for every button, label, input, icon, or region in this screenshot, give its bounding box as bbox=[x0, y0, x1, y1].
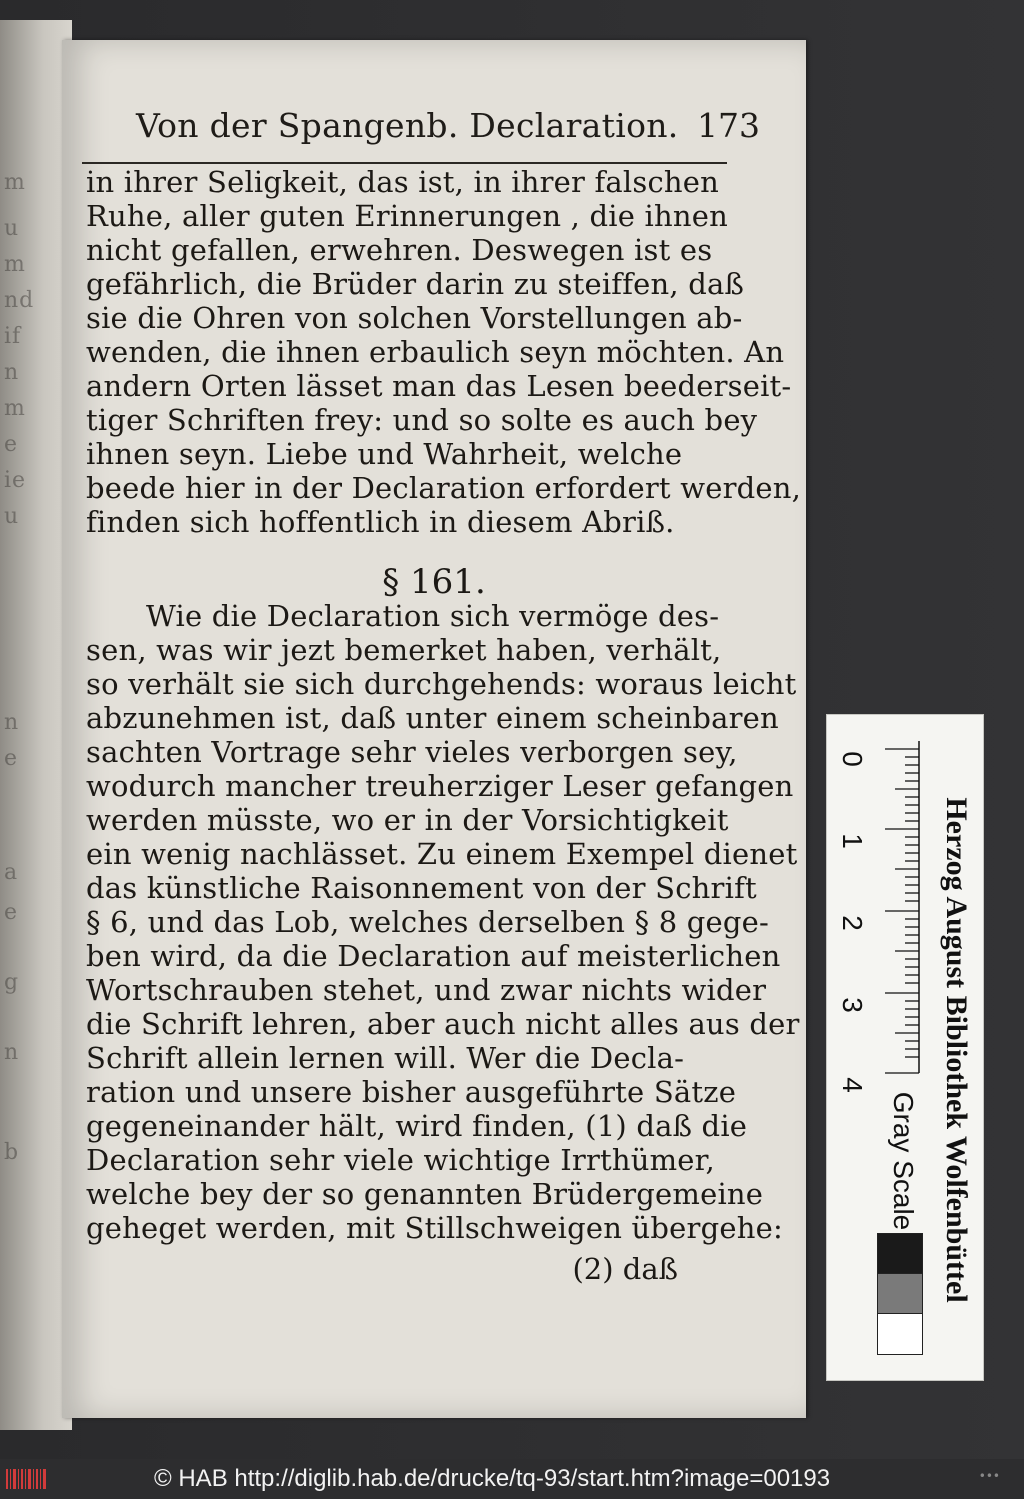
text-line: so verhält sie sich durchgehends: woraus leicht bbox=[86, 667, 797, 701]
ruler bbox=[833, 733, 923, 1093]
text-line: ration und unsere bisher ausgeführte Sätze bbox=[86, 1075, 737, 1109]
ruler-number: 2 bbox=[837, 915, 868, 931]
text-line: wodurch mancher treuherziger Leser gefangen bbox=[86, 769, 794, 803]
text-line: ein wenig nachlässet. Zu einem Exempel dienet bbox=[86, 837, 798, 871]
book-page bbox=[62, 40, 806, 1418]
copyright-link[interactable]: © HAB http://diglib.hab.de/drucke/tq-93/start.htm?image=00193 bbox=[154, 1465, 831, 1492]
ruler-ticks bbox=[881, 733, 921, 1089]
text-line: gegeneinander hält, wird finden, (1) daß die bbox=[86, 1109, 748, 1143]
text-line: Declaration sehr viele wichtige Irrthümer, bbox=[86, 1143, 715, 1177]
page-header bbox=[120, 98, 760, 148]
text-line: wenden, die ihnen erbaulich seyn möchten. An bbox=[86, 335, 785, 369]
text-line: werden müsste, wo er in der Vorsichtigkeit bbox=[86, 803, 729, 837]
swatch-white bbox=[877, 1313, 923, 1355]
text-line: Schrift allein lernen will. Wer die Decla- bbox=[86, 1041, 685, 1075]
gray-scale-label: Gray Scale bbox=[888, 1091, 919, 1231]
header-rule bbox=[82, 162, 727, 164]
text-line: geheget werden, mit Stillschweigen übergehe: bbox=[86, 1211, 783, 1245]
barcode-icon bbox=[6, 1467, 48, 1491]
text-line: ihnen seyn. Liebe und Wahrheit, welche bbox=[86, 437, 683, 471]
text-line: Ruhe, aller guten Erinnerungen , die ihnen bbox=[86, 199, 729, 233]
swatch-gray bbox=[877, 1273, 923, 1315]
text-line: in ihrer Seligkeit, das ist, in ihrer falschen bbox=[86, 165, 720, 199]
more-icon[interactable]: ••• bbox=[978, 1469, 1000, 1483]
section-heading: § 161. bbox=[382, 562, 486, 602]
page-number: 173 bbox=[697, 106, 760, 145]
text-line: gefährlich, die Brüder darin zu steiffen, daß bbox=[86, 267, 745, 301]
running-head: Von der Spangenb. Declaration. bbox=[136, 106, 679, 145]
text-line: nicht gefallen, erwehren. Deswegen ist es bbox=[86, 233, 713, 267]
text-line: sie die Ohren von solchen Vorstellungen ab- bbox=[86, 301, 743, 335]
text-line: sen, was wir jezt bemerket haben, verhält, bbox=[86, 633, 722, 667]
text-line: sachten Vortrage sehr vieles verborgen sey, bbox=[86, 735, 738, 769]
text-line: andern Orten lässet man das Lesen beederseit- bbox=[86, 369, 792, 403]
text-line: welche bey der so genannten Brüdergemeine bbox=[86, 1177, 764, 1211]
text-line: tiger Schriften frey: und so solte es auch bey bbox=[86, 403, 758, 437]
color-reference-card bbox=[826, 714, 984, 1381]
swatch-black bbox=[877, 1233, 923, 1275]
text-line: finden sich hoffentlich in diesem Abriß. bbox=[86, 505, 675, 539]
text-line: Wie die Declaration sich vermöge des- bbox=[146, 599, 720, 633]
text-line: beede hier in der Declaration erfordert werden, bbox=[86, 471, 802, 505]
institution-label-box bbox=[931, 715, 983, 1380]
text-line: abzunehmen ist, daß unter einem scheinbaren bbox=[86, 701, 779, 735]
facing-page-edge: m u m nd if n m e ie u n e a e g n b bbox=[0, 20, 72, 1430]
institution-label: Herzog August Bibliothek Wolfenbüttel bbox=[940, 797, 973, 1303]
text-line: § 6, und das Lob, welches derselben § 8 gege- bbox=[86, 905, 770, 939]
text-line: die Schrift lehren, aber auch nicht alles aus der bbox=[86, 1007, 800, 1041]
text-line: das künstliche Raisonnement von der Schrift bbox=[86, 871, 757, 905]
gray-scale-label-box bbox=[883, 1083, 923, 1243]
catchword: (2) daß bbox=[572, 1252, 678, 1286]
footer-bar bbox=[0, 1459, 1024, 1499]
ruler-number: 4 bbox=[837, 1077, 868, 1093]
text-line: ben wird, da die Declaration auf meisterlichen bbox=[86, 939, 781, 973]
ruler-number: 0 bbox=[837, 751, 868, 767]
ruler-number: 3 bbox=[837, 997, 868, 1013]
ruler-number: 1 bbox=[837, 833, 868, 849]
text-line: Wortschrauben stehet, und zwar nichts wider bbox=[86, 973, 767, 1007]
